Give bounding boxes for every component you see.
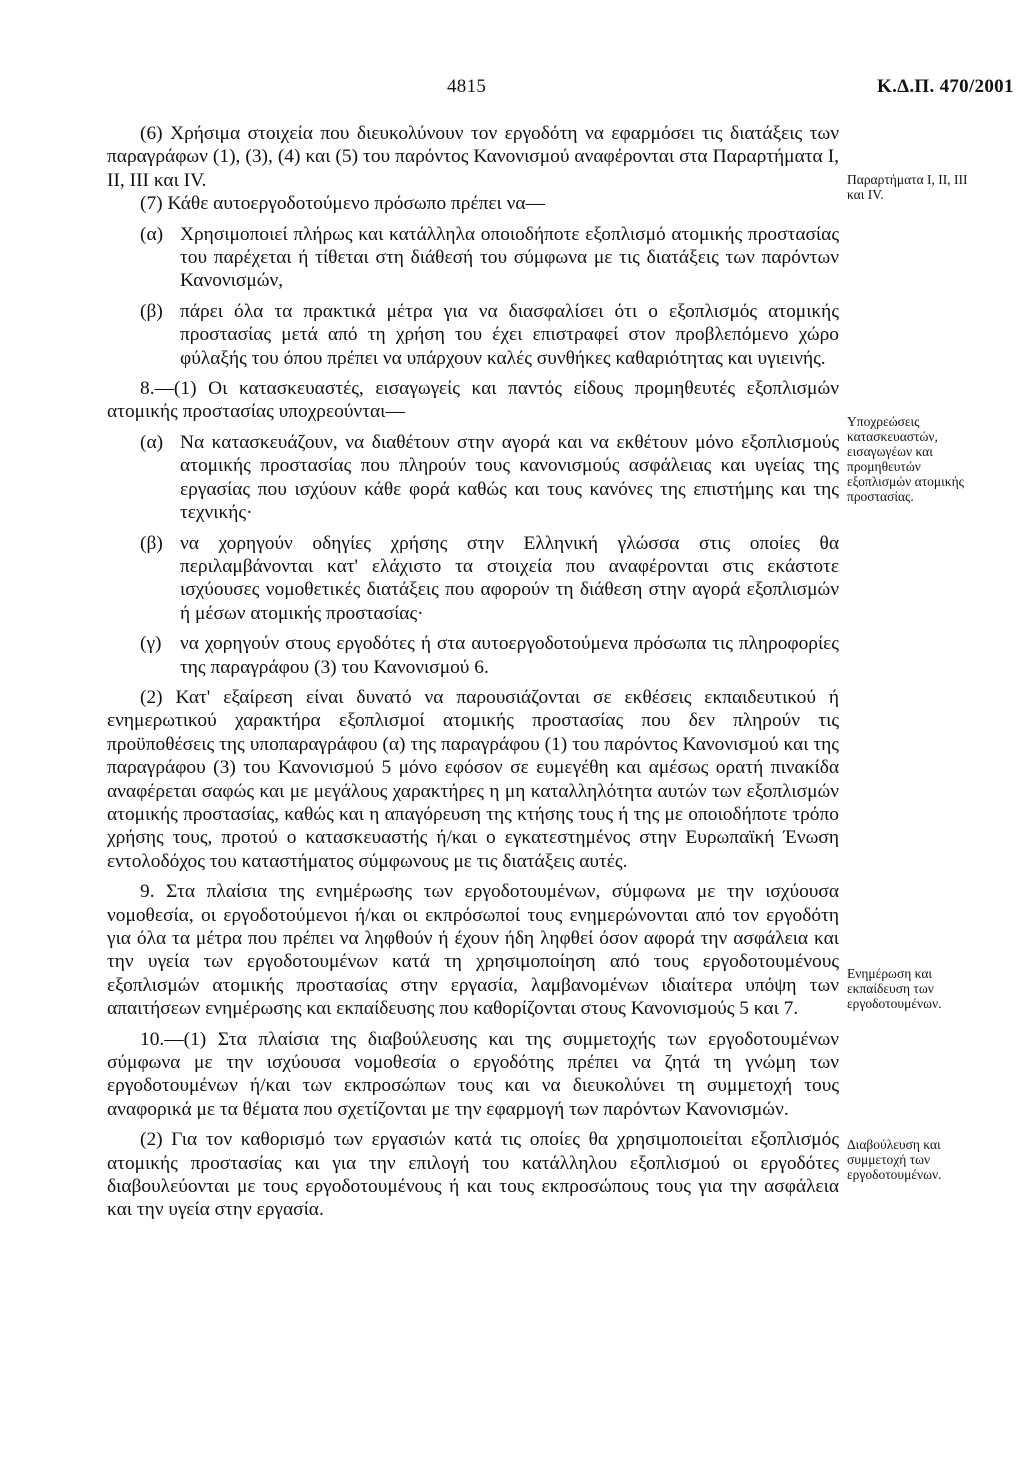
list-item bbox=[107, 223, 839, 293]
gazette-reference: Κ.Δ.Π. 470/2001 bbox=[877, 76, 1014, 97]
section-8-intro: 8.—(1) Οι κατασκευαστές, εισαγωγείς και παντός είδους προμηθευτές εξοπλισμών ατομικής προστασίας υποχρεούνται— bbox=[107, 378, 839, 423]
item-label: (α) bbox=[140, 431, 164, 453]
paragraph-7-intro: (7) Κάθε αυτοεργοδοτούμενο πρόσωπο πρέπει να— bbox=[140, 193, 545, 215]
item-label: (β) bbox=[140, 300, 163, 322]
page-number: 4815 bbox=[447, 76, 487, 97]
margin-note-suppliers: Υποχρεώσεις κατασκευαστών, εισαγωγέων και προμηθευτών εξοπλισμών ατομικής προστασίας. bbox=[847, 414, 964, 504]
list-item bbox=[107, 300, 839, 370]
section-9: 9. Στα πλαίσια της ενημέρωσης των εργοδοτουμένων, σύμφωνα με την ισχύουσα νομοθεσία, οι εργοδοτούμενοι ή/και οι εκπρόσωποί τους ενημερώνονται από τον εργοδότη για όλα τα μέτρα που πρέπει να ληφθούν ή έχουν ήδη ληφθεί όσον αφορά την ασφάλεια και την υγεία των εργοδοτουμένων κατά τη χρησιμοποίηση από τους εργοδοτουμένους εξοπλισμών ατομικής προστασίας στην εργασία, λαμβανομένων ιδιαίτερα υπόψη των απαιτήσεων ενημέρωσης και εκπαίδευσης που καθορίζονται στους Κανονισμούς 5 και 7. bbox=[107, 881, 839, 1020]
list-item bbox=[107, 632, 839, 679]
margin-note-consultation: Διαβούλευση και συμμετοχή των εργοδοτουμένων. bbox=[847, 1137, 942, 1182]
paragraph-6: (6) Χρήσιμα στοιχεία που διευκολύνουν τον εργοδότη να εφαρμόσει τις διατάξεις των παραγράφων (1), (3), (4) και (5) του παρόντος Κανονισμού αναφέρονται στα Παραρτήματα Ι, ΙΙ, ΙΙΙ και IV. bbox=[107, 123, 839, 191]
section-10-paragraph-1: 10.—(1) Στα πλαίσια της διαβούλευσης και της συμμετοχής των εργοδοτουμένων σύμφωνα με την ισχύουσα νομοθεσία ο εργοδότης πρέπει να ζητά τη γνώμη των εργοδοτουμένων ή/και των εκπροσώπων τους και να διευκολύνει τη συμμετοχή τους αναφορικά με τα θέματα που σχετίζονται με την εφαρμογή των παρόντων Κανονισμών. bbox=[107, 1028, 839, 1120]
item-text: να χορηγούν οδηγίες χρήσης στην Ελληνική γλώσσα στις οποίες θα περιλαμβάνονται κατ' ελάχιστο τα στοιχεία που αναφέρονται στις εκάστοτε ισχύουσες νομοθετικές διατάξεις που αφορούν τη διάθεση στην αγορά εξοπλισμών ή μέσων ατομικής προστασίας· bbox=[180, 532, 839, 624]
section-8-paragraph-2: (2) Κατ' εξαίρεση είναι δυνατό να παρουσιάζονται σε εκθέσεις εκπαιδευτικού ή ενημερωτικού χαρακτήρα εξοπλισμοί ατομικής προστασίας που δεν πληρούν τις προϋποθέσεις της υποπαραγράφου (α) της παραγράφου (1) του παρόντος Κανονισμού και της παραγράφου (3) του Κανονισμού 5 μόνο εφόσον σε ευμεγέθη και αμέσως ορατή πινακίδα αναφέρεται σαφώς και με μεγάλους χαρακτήρες η μη καταλληλότητα αυτών των εξοπλισμών ατομικής προστασίας, καθώς και η απαγόρευση της κτήσης τους ή της με οποιοδήποτε τρόπο χρήσης τους, προτού ο κατασκευαστής ή/και ο εγκατεστημένος στην Ευρωπαϊκή Ένωση εντολοδόχος του καταστήματος σύμφωνους με τις διατάξεις αυτές. bbox=[107, 686, 839, 872]
item-label: (β) bbox=[140, 532, 163, 554]
item-text: πάρει όλα τα πρακτικά μέτρα για να διασφαλίσει ότι ο εξοπλισμός ατομικής προστασίας μετά από τη χρήση του έχει επιστραφεί στον προβλεπόμενο χώρο φύλαξής του όπου πρέπει να υπάρχουν καλές συνθήκες καθαριότητας και υγιεινής. bbox=[180, 300, 839, 369]
margin-note-training: Ενημέρωση και εκπαίδευση των εργοδοτουμένων. bbox=[847, 966, 942, 1011]
item-label: (α) bbox=[140, 223, 164, 245]
item-text: Χρησιμοποιεί πλήρως και κατάλληλα οποιοδήποτε εξοπλισμό ατομικής προστασίας του παρέχεται ή τίθεται στη διάθεσή του σύμφωνα με τις διατάξεις των παρόντων Κανονισμών, bbox=[180, 223, 839, 292]
main-text bbox=[107, 122, 839, 1222]
list-item bbox=[107, 431, 839, 525]
item-label: (γ) bbox=[140, 633, 162, 655]
list-item bbox=[107, 532, 839, 626]
item-text: Να κατασκευάζουν, να διαθέτουν στην αγορά και να εκθέτουν μόνο εξοπλισμούς ατομικής προστασίας που πληρούν τους κανονισμούς ασφάλειας και υγείας της εργασίας που ισχύουν κάθε φορά καθώς και τους κανόνες της επιστήμης και της τεχνικής· bbox=[180, 431, 839, 524]
section-10-paragraph-2: (2) Για τον καθορισμό των εργασιών κατά τις οποίες θα χρησιμοποιείται εξοπλισμός ατομικής προστασίας και για την επιλογή του κατάλληλου εξοπλισμού οι εργοδότες διαβουλεύονται με τους εργοδοτουμένους ή και τους εκπροσώπους τους για την ασφάλεια και την υγεία στην εργασία. bbox=[107, 1129, 839, 1221]
margin-note-annexes: Παραρτήματα Ι, ΙΙ, ΙΙΙ και IV. bbox=[847, 172, 968, 202]
item-text: να χορηγούν στους εργοδότες ή στα αυτοεργοδοτούμενα πρόσωπα τις πληροφορίες της παραγράφου (3) του Κανονισμού 6. bbox=[180, 633, 839, 678]
